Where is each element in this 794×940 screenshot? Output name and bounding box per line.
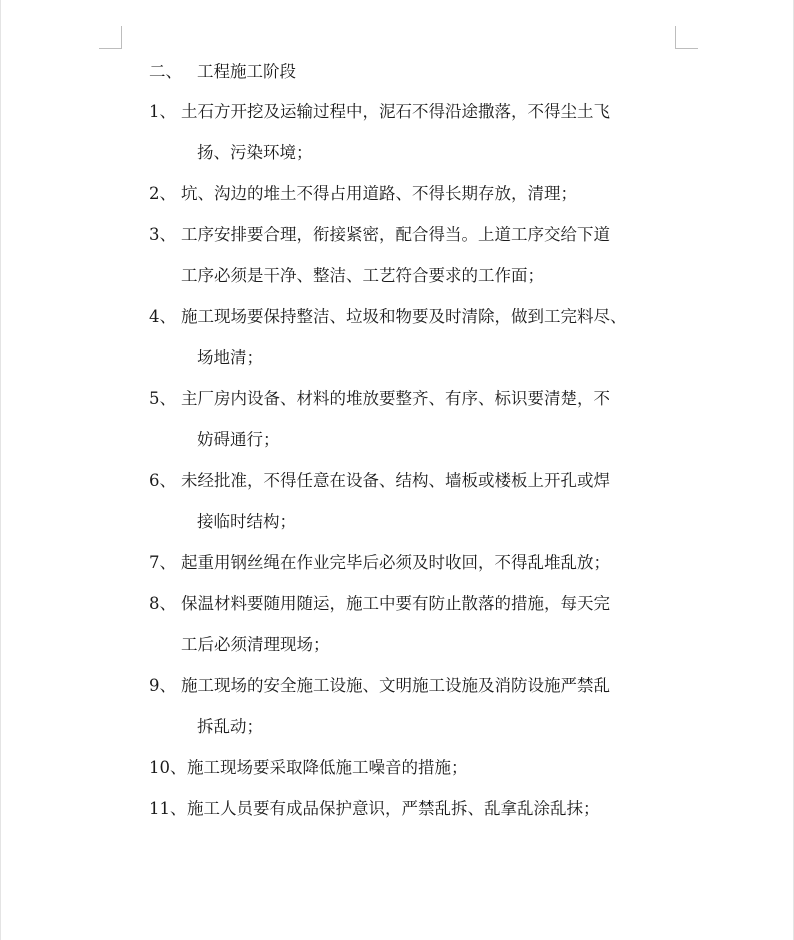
item-text: 坑、沟边的堆土不得占用道路、不得长期存放，清理； bbox=[181, 184, 577, 203]
item-text: 施工现场的安全施工设施、文明施工设施及消防设施严禁乱 bbox=[181, 676, 610, 695]
item-text-continued: 接临时结构； bbox=[197, 512, 296, 531]
item-number: 9、 bbox=[149, 676, 176, 695]
item-number: 4、 bbox=[149, 307, 176, 326]
item-number: 7、 bbox=[149, 553, 176, 572]
margin-mark-top-right bbox=[675, 26, 698, 49]
list-item bbox=[149, 301, 679, 383]
item-text: 施工人员要有成品保护意识，严禁乱拆、乱拿乱涂乱抹； bbox=[187, 799, 600, 818]
item-text: 保温材料要随用随运，施工中要有防止散落的措施，每天完 bbox=[181, 594, 610, 613]
item-text: 未经批准，不得任意在设备、结构、墙板或楼板上开孔或焊 bbox=[181, 471, 610, 490]
item-number: 5、 bbox=[149, 389, 176, 408]
item-number: 1、 bbox=[149, 102, 176, 121]
item-text-continued: 妨碍通行； bbox=[197, 430, 280, 449]
item-text: 施工现场要保持整洁、垃圾和物要及时清除，做到工完料尽、 bbox=[181, 307, 627, 326]
list-item bbox=[149, 547, 679, 588]
list-item bbox=[149, 752, 679, 793]
item-text: 主厂房内设备、材料的堆放要整齐、有序、标识要清楚，不 bbox=[181, 389, 610, 408]
item-text-continued: 拆乱动； bbox=[197, 717, 263, 736]
list-item bbox=[149, 219, 679, 301]
item-number: 8、 bbox=[149, 594, 176, 613]
item-number: 6、 bbox=[149, 471, 176, 490]
section-heading bbox=[149, 56, 679, 96]
section-title: 工程施工阶段 bbox=[197, 62, 296, 81]
item-text: 土石方开挖及运输过程中，泥石不得沿途撒落，不得尘土飞 bbox=[181, 102, 610, 121]
item-text-continued: 工后必须清理现场； bbox=[181, 635, 330, 654]
list-item bbox=[149, 96, 679, 178]
item-number: 11、 bbox=[149, 799, 187, 818]
document-body bbox=[149, 56, 679, 834]
item-text: 起重用钢丝绳在作业完毕后必须及时收回，不得乱堆乱放； bbox=[181, 553, 610, 572]
list-item bbox=[149, 588, 679, 670]
item-text: 施工现场要采取降低施工噪音的措施； bbox=[187, 758, 468, 777]
list-item bbox=[149, 670, 679, 752]
item-text: 工序安排要合理，衔接紧密，配合得当。上道工序交给下道 bbox=[181, 225, 610, 244]
item-number: 10、 bbox=[149, 758, 187, 777]
item-text-continued: 场地清； bbox=[197, 348, 263, 367]
list-item bbox=[149, 465, 679, 547]
item-text-continued: 扬、污染环境； bbox=[197, 143, 313, 162]
list-item bbox=[149, 793, 679, 834]
item-number: 2、 bbox=[149, 184, 176, 203]
list-item bbox=[149, 383, 679, 465]
section-number: 二、 bbox=[149, 62, 182, 81]
item-text-continued: 工序必须是干净、整洁、工艺符合要求的工作面； bbox=[181, 266, 544, 285]
margin-mark-top-left bbox=[99, 26, 122, 49]
item-number: 3、 bbox=[149, 225, 176, 244]
list-item bbox=[149, 178, 679, 219]
